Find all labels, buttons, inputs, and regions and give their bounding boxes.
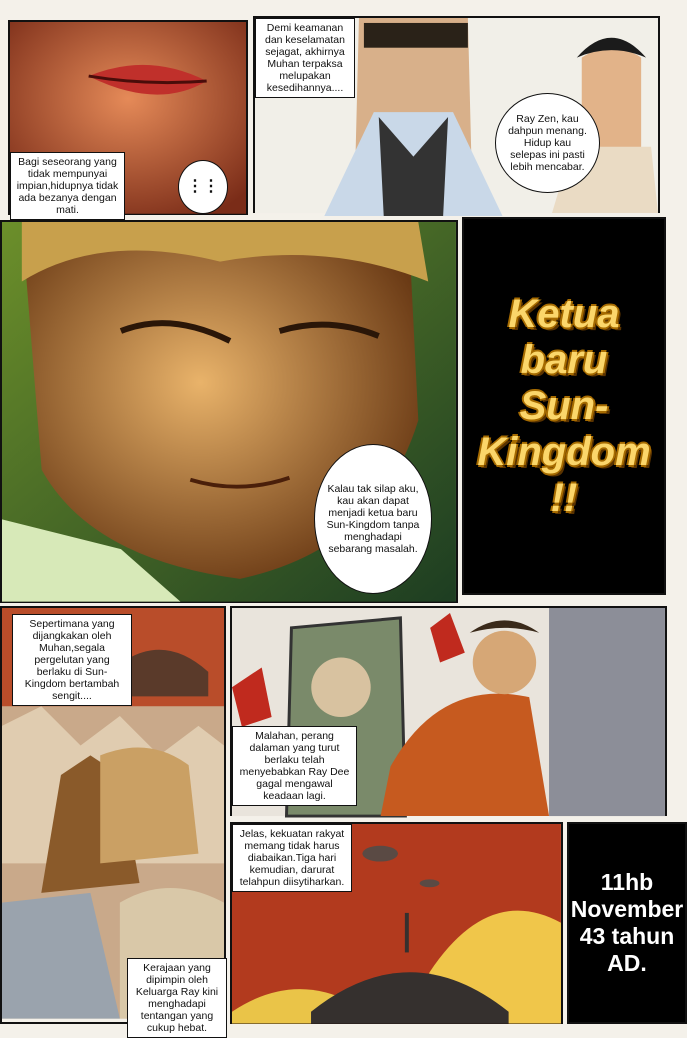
panel-battle bbox=[0, 606, 226, 1034]
caption-ray-dee: Malahan, perang dalaman yang turut berlaku telah menyebabkan Ray Dee gagal mengawal keadaan lagi. bbox=[232, 726, 357, 806]
caption-ray-family: Kerajaan yang dipimpin oleh Keluarga Ray kini menghadapi tentangan yang cukup hebat. bbox=[127, 958, 227, 1038]
panel-face bbox=[0, 220, 458, 603]
caption-muhan-sadness: Demi keamanan dan keselamatan sejagat, akhirnya Muhan terpaksa melupakan kesedihannya.... bbox=[255, 18, 355, 98]
caption-emergency: Jelas, kekuatan rakyat memang tidak harus diabaikan.Tiga hari kemudian, darurat telahpun diisytiharkan. bbox=[232, 824, 352, 892]
panel-emergency bbox=[230, 822, 563, 1024]
ketua-bubble: Kalau tak silap aku, kau akan dapat menjadi ketua baru Sun-Kingdom tanpa menghadapi sebarang masalah. bbox=[314, 444, 432, 594]
new-leader-title: Ketua baru Sun- Kingdom !! bbox=[477, 292, 651, 520]
ellipsis-bubble: ⋮⋮ bbox=[178, 160, 228, 214]
caption-conflict: Sepertimana yang dijangkakan oleh Muhan,segala pergelutan yang berlaku di Sun-Kingdom bertambah sengit.... bbox=[12, 614, 132, 706]
panel-muhan bbox=[253, 16, 660, 213]
date-label: 11hb November 43 tahun AD. bbox=[570, 869, 684, 976]
panel-civil-war bbox=[230, 606, 667, 816]
caption-dream: Bagi seseorang yang tidak mempunyai impian,hidupnya tidak ada bezanya dengan mati. bbox=[10, 152, 125, 220]
panel-date bbox=[567, 822, 687, 1024]
panel-title bbox=[462, 217, 666, 595]
ray-zen-bubble: Ray Zen, kau dahpun menang. Hidup kau selepas ini pasti lebih mencabar. bbox=[495, 93, 600, 193]
panel-lips bbox=[8, 20, 248, 215]
